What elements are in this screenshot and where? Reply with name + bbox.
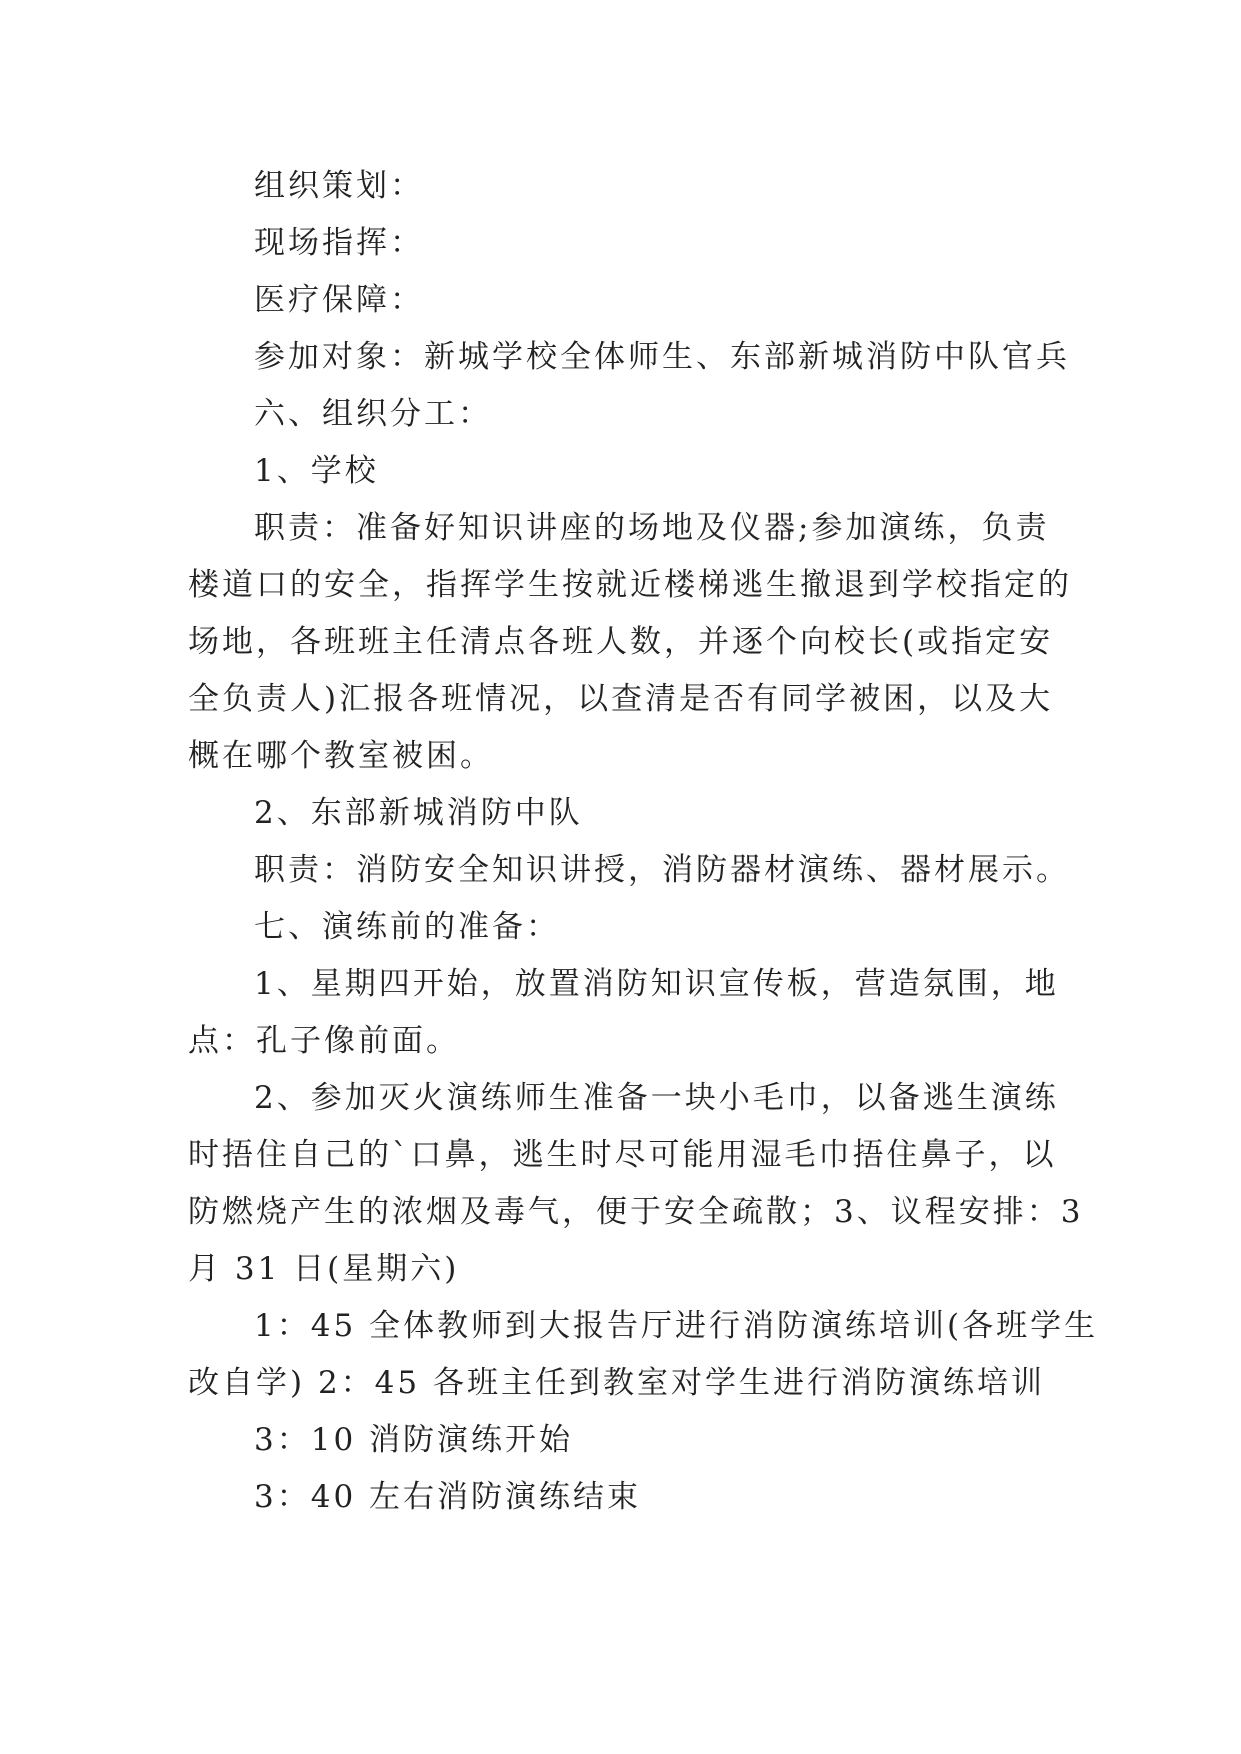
line-site-command: 现场指挥： bbox=[254, 225, 424, 261]
paragraph-line: 点：孔子像前面。 bbox=[188, 1023, 460, 1059]
paragraph-line: 全负责人)汇报各班情况，以查清是否有同学被困，以及大 bbox=[188, 681, 1054, 717]
subheading-fire-brigade: 2、东部新城消防中队 bbox=[254, 795, 583, 831]
schedule-line: 1：45 全体教师到大报告厅进行消防演练培训(各班学生 bbox=[254, 1308, 1099, 1344]
line-medical-support: 医疗保障： bbox=[254, 282, 424, 318]
line-participants: 参加对象：新城学校全体师生、东部新城消防中队官兵 bbox=[254, 339, 1070, 375]
schedule-line: 3：10 消防演练开始 bbox=[254, 1422, 574, 1458]
paragraph-line: 1、星期四开始，放置消防知识宣传板，营造氛围，地 bbox=[254, 966, 1059, 1002]
subheading-school: 1、学校 bbox=[254, 453, 379, 489]
heading-division-of-labor: 六、组织分工： bbox=[254, 396, 492, 432]
paragraph-line: 职责：准备好知识讲座的场地及仪器;参加演练，负责 bbox=[254, 510, 1050, 546]
paragraph-line: 防燃烧产生的浓烟及毒气，便于安全疏散；3、议程安排：3 bbox=[188, 1194, 1084, 1230]
line-organize-plan: 组织策划： bbox=[254, 168, 424, 204]
paragraph-line: 概在哪个教室被困。 bbox=[188, 738, 494, 774]
paragraph-line: 职责：消防安全知识讲授，消防器材演练、器材展示。 bbox=[254, 852, 1070, 888]
paragraph-line: 月 31 日(星期六) bbox=[188, 1251, 460, 1287]
schedule-line: 改自学) 2：45 各班主任到教室对学生进行消防演练培训 bbox=[188, 1365, 1045, 1401]
paragraph-line: 时捂住自己的`口鼻，逃生时尽可能用湿毛巾捂住鼻子，以 bbox=[188, 1137, 1057, 1173]
heading-preparation: 七、演练前的准备： bbox=[254, 909, 560, 945]
paragraph-line: 楼道口的安全，指挥学生按就近楼梯逃生撤退到学校指定的 bbox=[188, 567, 1072, 603]
paragraph-line: 场地，各班班主任清点各班人数，并逐个向校长(或指定安 bbox=[188, 624, 1054, 660]
paragraph-line: 2、参加灭火演练师生准备一块小毛巾，以备逃生演练 bbox=[254, 1080, 1059, 1116]
schedule-line: 3：40 左右消防演练结束 bbox=[254, 1479, 642, 1515]
